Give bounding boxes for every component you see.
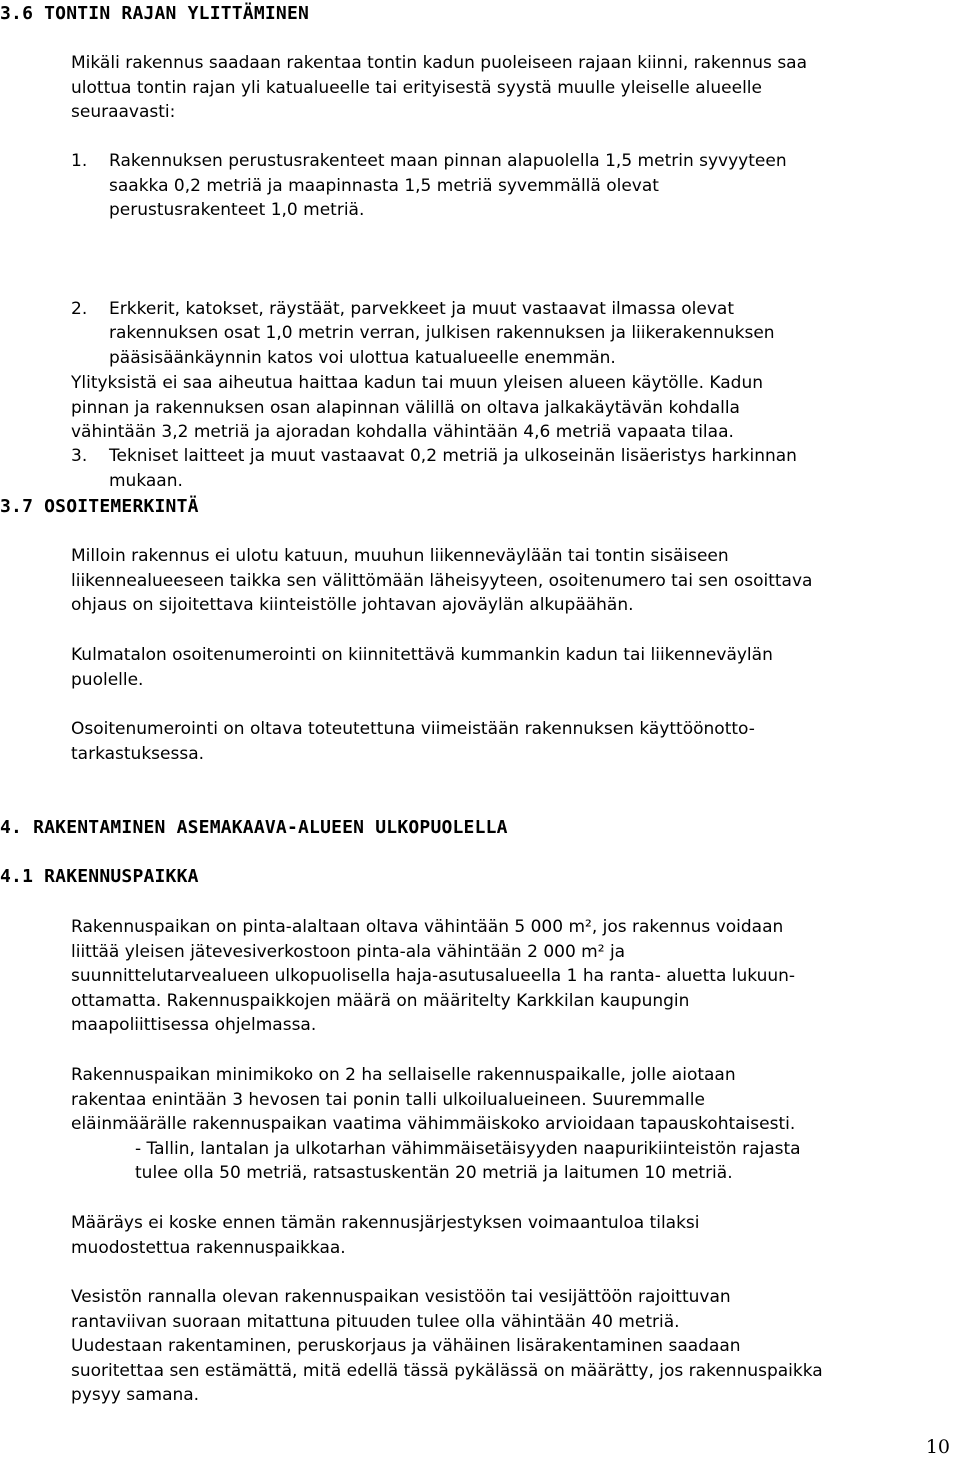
text-line: saakka 0,2 metriä ja maapinnasta 1,5 metriä syvemmällä olevat: [109, 175, 659, 196]
paragraph: [71, 643, 960, 692]
text-line: Ylityksistä ei saa aiheutua haittaa kadun tai muun yleisen alueen käytölle. Kadun: [71, 373, 763, 393]
text-line: ohjaus on sijoitettava kiinteistölle johtavan ajoväylän alkupäähän.: [71, 595, 634, 615]
text-line: pinnan ja rakennuksen osan alapinnan välillä on oltava jalkakäytävän kohdalla: [71, 397, 740, 418]
text-line: Erkkerit, katokset, räystäät, parvekkeet ja muut vastaavat ilmassa olevat: [109, 298, 734, 319]
text-line: Määräys ei koske ennen tämän rakennusjärjestyksen voimaantuloa tilaksi: [71, 1213, 700, 1233]
text-line: liikennealueeseen taikka sen välittömään läheisyyteen, osoitenumero tai sen osoittava: [71, 570, 813, 591]
text-line: eläinmäärälle rakennuspaikan vaatima vähimmäiskoko arvioidaan tapauskohtaisesti.: [71, 1114, 796, 1134]
text-line: suunnittelutarvealueen ulkopuolisella haja-asutusalueella 1 ha ranta- aluetta lukuun-: [71, 966, 796, 986]
text-line: rakentaa enintään 3 hevosen tai ponin talli ulkoilualueineen. Suuremmalle: [71, 1089, 705, 1110]
text-line: Osoitenumerointi on oltava toteutettuna viimeistään rakennuksen käyttöönotto-: [71, 719, 755, 739]
text-line: tarkastuksessa.: [71, 743, 205, 764]
text-line: suoritettaa sen estämättä, mitä edellä tässä pykälässä on määrätty, jos rakennuspaikka: [71, 1360, 823, 1381]
text-line: Tekniset laitteet ja muut vastaavat 0,2 metriä ja ulkoseinän lisäeristys harkinnan: [109, 446, 797, 466]
text-line: perustusrakenteet 1,0 metriä.: [109, 200, 365, 220]
section-heading-4-1: 4.1 RAKENNUSPAIKKA: [0, 866, 199, 887]
section-heading-3-6: 3.6 TONTIN RAJAN YLITTÄMINEN: [0, 3, 310, 24]
text-line: vähintään 3,2 metriä ja ajoradan kohdalla vähintään 4,6 metriä vapaata tilaa.: [71, 422, 734, 442]
paragraph: [71, 915, 960, 1038]
paragraph: [71, 717, 960, 766]
text-line: seuraavasti:: [71, 102, 176, 122]
text-line: Rakennuksen perustusrakenteet maan pinnan alapuolella 1,5 metrin syvyyteen: [109, 151, 787, 171]
text-line: pysyy samana.: [71, 1385, 200, 1405]
text-line: ottamatta. Rakennuspaikkojen määrä on määritelty Karkkilan kaupungin: [71, 990, 690, 1011]
paragraph: [71, 1211, 960, 1260]
section-heading-3-7: 3.7 OSOITEMERKINTÄ: [0, 496, 199, 517]
text-line: rantaviivan suoraan mitattuna pituuden tulee olla vähintään 40 metriä.: [71, 1311, 680, 1332]
text-line: Rakennuspaikan on pinta-alaltaan oltava vähintään 5 000 m², jos rakennus voidaan: [71, 917, 784, 937]
list-item-1: [71, 149, 960, 223]
list-number: 1.: [71, 151, 88, 171]
list-item-3: [71, 444, 960, 493]
text-line: - Tallin, lantalan ja ulkotarhan vähimmäisetäisyyden naapurikiinteistön rajasta: [135, 1138, 801, 1159]
text-line: puolelle.: [71, 669, 144, 690]
text-line: ulottua tontin rajan yli katualueelle tai erityisestä syystä muulle yleiselle alueelle: [71, 77, 762, 98]
text-line: Milloin rakennus ei ulotu katuun, muuhun liikenneväylään tai tontin sisäiseen: [71, 546, 729, 566]
paragraph: [71, 544, 960, 618]
text-line: rakennuksen osat 1,0 metrin verran, julkisen rakennuksen ja liikerakennuksen: [109, 323, 775, 343]
closing-paragraph: [71, 371, 960, 445]
paragraph: [71, 1063, 960, 1186]
text-line: Vesistön rannalla olevan rakennuspaikan vesistöön tai vesijättöön rajoittuvan: [71, 1287, 731, 1307]
text-line: pääsisäänkäynnin katos voi ulottua katualueelle enemmän.: [109, 347, 616, 368]
text-line: tulee olla 50 metriä, ratsastuskentän 20 metriä ja laitumen 10 metriä.: [135, 1163, 733, 1183]
text-line: mukaan.: [109, 470, 183, 491]
text-line: Mikäli rakennus saadaan rakentaa tontin kadun puoleiseen rajaan kiinni, rakennus saa: [71, 53, 808, 73]
text-line: muodostettua rakennuspaikkaa.: [71, 1237, 346, 1258]
paragraph: [71, 1285, 960, 1408]
text-line: Uudestaan rakentaminen, peruskorjaus ja vähäinen lisärakentaminen saadaan: [71, 1336, 741, 1356]
list-number: 2.: [71, 298, 88, 319]
list-number: 3.: [71, 446, 88, 466]
text-line: Rakennuspaikan minimikoko on 2 ha sellaiselle rakennuspaikalle, jolle aiotaan: [71, 1065, 736, 1085]
text-line: liittää yleisen jätevesiverkostoon pinta-ala vähintään 2 000 m² ja: [71, 941, 626, 962]
section-heading-4: 4. RAKENTAMINEN ASEMAKAAVA-ALUEEN ULKOPUOLELLA: [0, 817, 508, 838]
page-number: 10: [925, 1436, 950, 1458]
list-item-2: [71, 297, 960, 371]
text-line: Kulmatalon osoitenumerointi on kiinnitettävä kummankin kadun tai liikenneväylän: [71, 645, 773, 665]
intro-paragraph: [71, 51, 960, 125]
text-line: maapoliittisessa ohjelmassa.: [71, 1015, 317, 1035]
